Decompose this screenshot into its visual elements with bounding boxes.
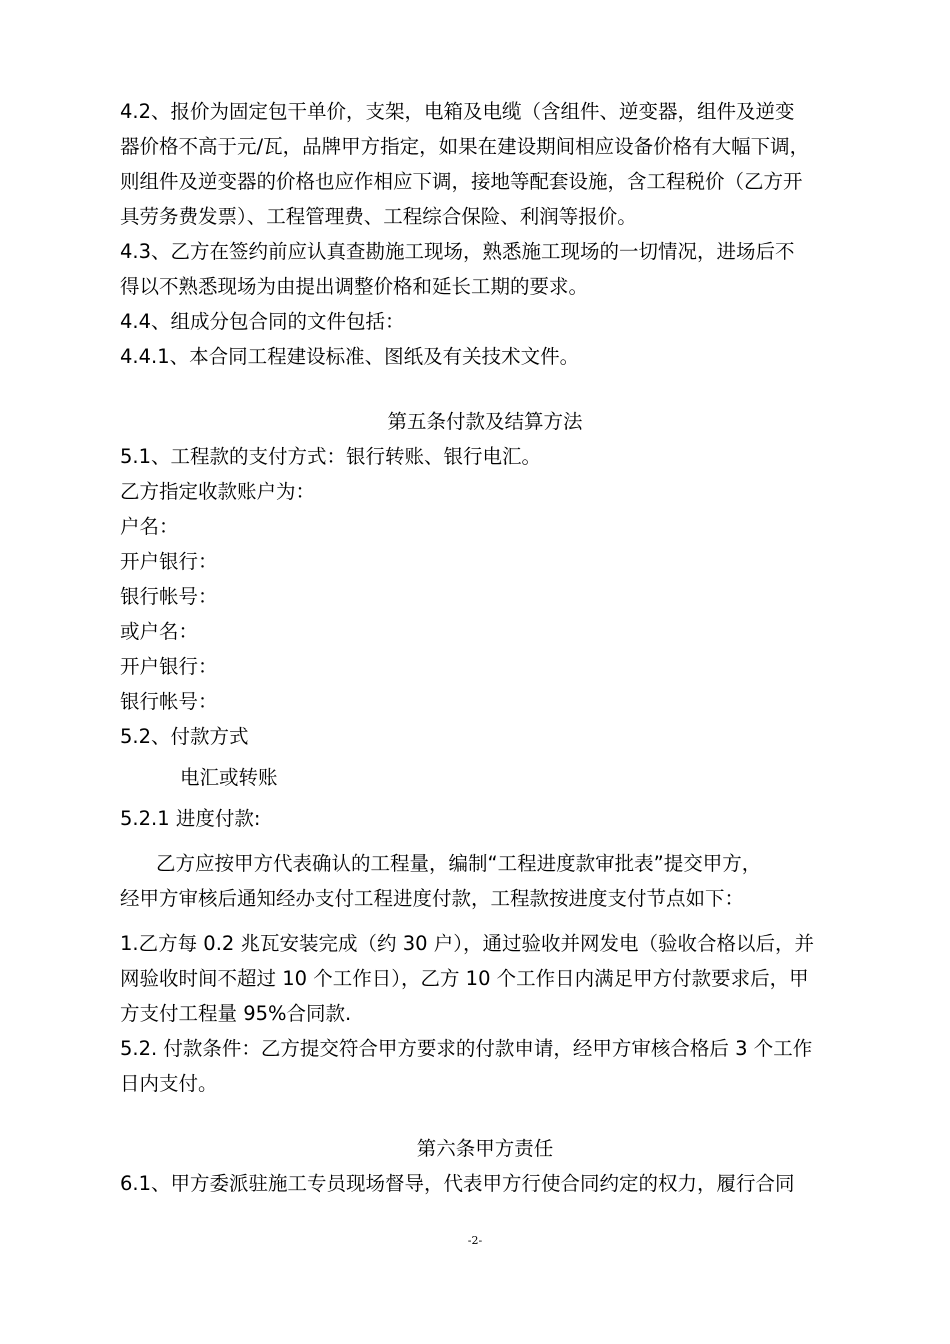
- text-line: 网验收时间不超过 10 个工作日），乙方 10 个工作日内满足甲方付款要求后，甲: [120, 967, 809, 990]
- account-bank-label: 开户银行：: [120, 550, 218, 573]
- alt-account-name-label: 或户名：: [120, 620, 199, 643]
- text-line: 5.2. 付款条件：乙方提交符合甲方要求的付款申请，经甲方审核合格后 3 个工作: [120, 1037, 813, 1060]
- clause-5-2: 5.2、付款方式: [120, 725, 249, 748]
- alt-account-number-label: 银行帐号：: [120, 690, 218, 713]
- clause-6-1: 6.1、甲方委派驻施工专员现场督导，代表甲方行使合同约定的权力，履行合同: [120, 1172, 795, 1195]
- clause-4-4-1: 4.4.1、本合同工程建设标准、图纸及有关技术文件。: [120, 345, 580, 368]
- page-number: -2-: [467, 1234, 483, 1247]
- payment-condition: [120, 1031, 850, 1101]
- section-5-title: 第五条付款及结算方法: [387, 410, 583, 433]
- payment-method: 电汇或转账: [180, 766, 278, 789]
- clause-5-1: 5.1、工程款的支付方式：银行转账、银行电汇。: [120, 445, 542, 468]
- text-line: 4.3、乙方在签约前应认真查勘施工现场，熟悉施工现场的一切情况，进场后不: [120, 240, 795, 263]
- section-6-title: 第六条甲方责任: [416, 1137, 554, 1160]
- alt-account-bank-label: 开户银行：: [120, 655, 218, 678]
- text-line: 器价格不高于元/瓦，品牌甲方指定，如果在建设期间相应设备价格有大幅下调，: [120, 135, 810, 158]
- text-line: 得以不熟悉现场为由提出调整价格和延长工期的要求。: [120, 275, 589, 298]
- payment-node-1: [120, 926, 850, 1031]
- text-line: 日内支付。: [120, 1072, 218, 1095]
- text-line: 方支付工程量 95%合同款.: [120, 1002, 352, 1025]
- text-line: 具劳务费发票）、工程管理费、工程综合保险、利润等报价。: [120, 205, 637, 228]
- document-page: [120, 94, 850, 1201]
- text-line: 则组件及逆变器的价格也应作相应下调，接地等配套设施，含工程税价（乙方开: [120, 170, 803, 193]
- text-line: 乙方应按甲方代表确认的工程量，编制“工程进度款审批表”提交甲方，: [156, 852, 762, 875]
- clause-4-2: [120, 94, 850, 234]
- progress-payment-paragraph: [120, 846, 850, 916]
- clause-5-2-1: 5.2.1 进度付款:: [120, 807, 261, 830]
- account-name-label: 户名：: [120, 515, 179, 538]
- clause-4-3: [120, 234, 850, 304]
- account-intro: 乙方指定收款账户为：: [120, 480, 316, 503]
- text-line: 1.乙方每 0.2 兆瓦安装完成（约 30 户），通过验收并网发电（验收合格以后，并: [120, 932, 814, 955]
- text-line: 经甲方审核后通知经办支付工程进度付款，工程款按进度支付节点如下：: [120, 887, 745, 910]
- text-line: 4.2、报价为固定包干单价，支架，电箱及电缆（含组件、逆变器，组件及逆变: [120, 100, 795, 123]
- clause-4-4: 4.4、组成分包合同的文件包括：: [120, 310, 405, 333]
- account-number-label: 银行帐号：: [120, 585, 218, 608]
